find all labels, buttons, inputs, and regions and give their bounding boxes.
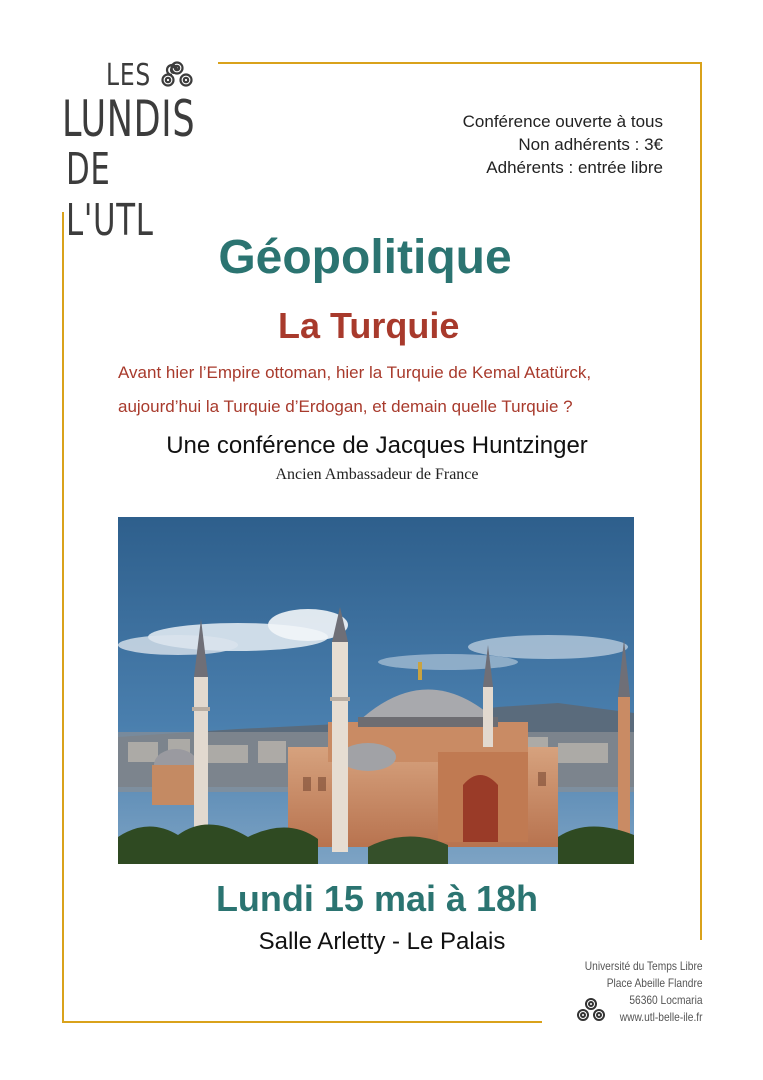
hagia-sophia-photo: [118, 517, 634, 864]
organization-address-1: Place Abeille Flandre: [607, 976, 703, 990]
description-line-1: Avant hier l’Empire ottoman, hier la Turquie de Kemal Atatürck,: [118, 363, 592, 382]
logo-line-1: LES: [106, 58, 152, 93]
speaker-line: Une conférence de Jacques Huntzinger: [166, 432, 588, 459]
event-date: Lundi 15 mai à 18h: [215, 878, 539, 919]
triskelion-icon: [160, 60, 194, 90]
poster-subtitle: La Turquie: [278, 305, 460, 346]
triskelion-icon: [576, 996, 606, 1024]
talk-description: [118, 356, 658, 424]
description-line-2: aujourd’hui la Turquie d’Erdogan, et demain quelle Turquie ?: [118, 397, 573, 416]
poster-title: Géopolitique: [218, 231, 512, 284]
logo-line-3: DE L'UTL: [66, 144, 154, 246]
admission-members: Adhérents : entrée libre: [486, 158, 663, 177]
logo-line-2: LUNDIS: [62, 90, 196, 148]
organization-address-2: 56360 Locmaria: [629, 993, 703, 1007]
frame-right-border: [700, 62, 702, 940]
speaker-role: Ancien Ambassadeur de France: [275, 466, 479, 483]
organization-website: www.utl-belle-ile.fr: [620, 1010, 703, 1024]
admission-open: Conférence ouverte à tous: [462, 112, 663, 131]
event-venue: Salle Arletty - Le Palais: [258, 928, 506, 955]
admission-info: [463, 110, 663, 179]
organization-name: Université du Temps Libre: [585, 959, 703, 973]
lundis-utl-logo: [62, 56, 222, 246]
admission-non-members: Non adhérents : 3€: [518, 135, 663, 154]
frame-top-border: [218, 62, 702, 64]
frame-bottom-border: [62, 1021, 542, 1023]
